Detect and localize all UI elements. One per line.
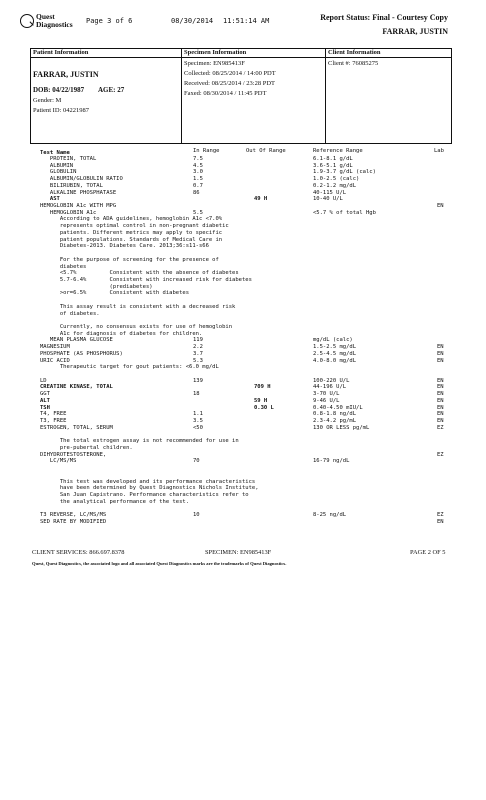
specimen-id: Specimen: EN985413F: [184, 60, 245, 67]
patient-name: FARRAR, JUSTIN: [33, 70, 99, 79]
result-reference-range: 44-196 U/L: [313, 384, 347, 391]
result-in-range: 10: [193, 512, 200, 519]
result-reference-range: 1.5-2.5 mg/dL: [313, 344, 357, 351]
result-lab: EN: [437, 350, 444, 357]
client-info-heading: Client Information: [328, 49, 381, 56]
result-reference-range: 40-115 U/L: [313, 189, 347, 196]
specimen-collected: Collected: 08/25/2014 / 14:00 PDT: [184, 70, 276, 77]
result-test-name: For the purpose of screening for the presence of: [40, 256, 219, 263]
col-in-range: In Range: [193, 148, 220, 154]
result-reference-range: 4.0-8.0 mg/dL: [313, 357, 357, 364]
result-test-name: TSH: [40, 404, 50, 411]
result-test-name: PROTEIN, TOTAL: [40, 156, 97, 162]
result-out-of-range: 709 H: [254, 384, 271, 391]
result-lab: EN: [437, 518, 444, 525]
result-test-name: According to ADA guidelines, hemoglobin A1c <7.0%: [40, 216, 223, 223]
result-reference-range: 130 OR LESS pg/mL: [313, 424, 370, 431]
client-number: Client #: 76085275: [328, 60, 379, 67]
trademark-notice: Quest, Quest Diagnostics, the associated logo and all associated Quest Diagnostics marks are the trademarks of Quest Diagnostics.: [32, 561, 287, 566]
col-test-name: Test Name: [40, 150, 70, 156]
result-out-of-range: 59 H: [254, 397, 268, 404]
specimen-info-heading: Specimen Information: [184, 49, 247, 56]
result-lab: EZ: [437, 512, 444, 519]
page-number: Page 3 of 6: [86, 17, 133, 25]
result-test-name: SED RATE BY MODIFIED: [40, 518, 107, 525]
result-reference-range: 1.0-2.5 (calc): [313, 176, 360, 183]
result-lab: EN: [437, 384, 444, 391]
result-in-range: 70: [193, 458, 200, 465]
result-reference-range: 9-46 U/L: [313, 397, 340, 404]
result-test-name: <5.7% Consistent with the absence of diabetes: [40, 270, 239, 277]
result-test-name: pre-pubertal children.: [40, 444, 133, 451]
result-in-range: 5.5: [193, 209, 203, 216]
result-lab: EZ: [437, 451, 444, 458]
result-reference-range: 1.9-3.7 g/dL (calc): [313, 169, 376, 176]
patient-age: AGE: 27: [98, 86, 125, 94]
result-test-name: ALBUMIN/GLOBULIN RATIO: [40, 176, 123, 183]
col-reference-range: Reference Range: [313, 148, 363, 154]
result-test-name: patient populations. Standards of Medical Care in: [40, 236, 223, 243]
result-reference-range: 3.6-5.1 g/dL: [313, 162, 353, 169]
header-patient-name: FARRAR, JUSTIN: [382, 27, 448, 36]
print-date: 08/30/2014: [171, 17, 214, 25]
result-in-range: 0.7: [193, 182, 203, 189]
result-in-range: 2.2: [193, 344, 203, 351]
info-col-divider-2: [325, 48, 326, 143]
result-test-name: The total estrogen assay is not recommended for use in: [40, 438, 239, 445]
logo-line2: Diagnostics: [36, 20, 73, 29]
result-test-name: MAGNESIUM: [40, 344, 70, 351]
patient-info-heading: Patient Information: [33, 49, 89, 56]
result-out-of-range: 0.30 L: [254, 404, 274, 411]
result-test-name: ALKALINE PHOSPHATASE: [40, 189, 117, 196]
result-test-name: CREATINE KINASE, TOTAL: [40, 384, 113, 391]
result-reference-range: <5.7 % of total Hgb: [313, 209, 376, 216]
footer-specimen: SPECIMEN: EN985413F: [205, 549, 272, 556]
col-out-of-range: Out Of Range: [246, 148, 286, 154]
result-test-name: DIHYDROTESTOSTERONE,: [40, 451, 107, 458]
result-reference-range: 0.2-1.2 mg/dL: [313, 182, 357, 189]
result-test-name: MEAN PLASMA GLUCOSE: [40, 337, 113, 344]
result-lab: EN: [437, 418, 444, 425]
result-in-range: 18: [193, 391, 200, 398]
result-test-name: >or=6.5% Consistent with diabetes: [40, 290, 190, 297]
result-test-name: HEMOGLOBIN A1c: [40, 209, 97, 216]
result-test-name: HEMOGLOBIN A1c WITH MPG: [40, 203, 117, 210]
print-time: 11:51:14 AM: [223, 17, 270, 25]
result-test-name: LD: [40, 377, 47, 384]
result-reference-range: mg/dL (calc): [313, 337, 353, 344]
result-in-range: 1.1: [193, 411, 203, 418]
result-reference-range: 8-25 ng/dL: [313, 512, 347, 519]
result-in-range: 3.5: [193, 418, 203, 425]
result-test-name: T4, FREE: [40, 411, 67, 418]
result-in-range: 3.7: [193, 350, 203, 357]
result-test-name: BILIRUBIN, TOTAL: [40, 182, 103, 189]
result-test-name: This assay result is consistent with a decreased risk: [40, 303, 236, 310]
result-test-name: Currently, no consensus exists for use of hemoglobin: [40, 324, 233, 330]
result-test-name: GGT: [40, 391, 50, 398]
result-in-range: <50: [193, 424, 203, 431]
logo-line1: Quest: [36, 12, 55, 21]
col-lab: Lab: [434, 148, 444, 154]
result-test-name: San Juan Capistrano. Performance characteristics refer to: [40, 492, 249, 498]
result-reference-range: 0.40-4.50 mIU/L: [313, 404, 363, 411]
result-in-range: 5.3: [193, 357, 203, 364]
result-reference-range: 100-220 U/L: [313, 377, 350, 384]
result-test-name: Diabetes-2013. Diabetes Care. 2013;36:s11-s66: [40, 243, 209, 250]
result-test-name: patients. Different metrics may apply to specific: [40, 229, 223, 236]
report-status: Report Status: Final - Courtesy Copy: [320, 13, 448, 22]
result-lab: EN: [437, 397, 444, 404]
result-reference-range: 2.3-4.2 pg/mL: [313, 418, 357, 425]
result-lab: EN: [437, 377, 444, 384]
result-test-name: URIC ACID: [40, 357, 70, 364]
result-test-name: ESTROGEN, TOTAL, SERUM: [40, 424, 113, 431]
result-reference-range: 0.8-1.8 ng/dL: [313, 411, 357, 418]
result-test-name: This test was developed and its performance characteristics: [40, 478, 256, 485]
result-reference-range: 10-40 U/L: [313, 196, 343, 203]
result-test-name: AST: [40, 196, 60, 203]
client-services: CLIENT SERVICES: 866.697.8378: [32, 549, 125, 556]
specimen-received: Received: 08/25/2014 / 23:28 PDT: [184, 80, 275, 87]
result-test-name: A1c for diagnosis of diabetes for children.: [40, 330, 203, 337]
result-out-of-range: 49 H: [254, 196, 268, 203]
result-lab: EN: [437, 357, 444, 364]
specimen-faxed: Faxed: 08/30/2014 / 11:45 PDT: [184, 90, 267, 97]
result-reference-range: 6.1-8.1 g/dL: [313, 156, 353, 162]
result-lab: EN: [437, 411, 444, 418]
result-lab: EN: [437, 203, 444, 210]
result-lab: EN: [437, 344, 444, 351]
result-test-name: PHOSPHATE (AS PHOSPHORUS): [40, 350, 123, 357]
patient-dob: DOB: 04/22/1987: [33, 86, 85, 94]
result-reference-range: 16-79 ng/dL: [313, 458, 350, 465]
result-reference-range: 2.5-4.5 mg/dL: [313, 350, 357, 357]
result-in-range: 1.5: [193, 176, 203, 183]
result-lab: EZ: [437, 424, 444, 431]
quest-logo: [20, 12, 80, 36]
result-test-name: T3, FREE: [40, 418, 67, 425]
info-divider: [30, 57, 452, 58]
result-test-name: ALBUMIN: [40, 162, 74, 169]
info-col-divider-1: [181, 48, 182, 143]
result-in-range: 4.5: [193, 162, 203, 169]
result-test-name: the analytical performance of the test.: [40, 498, 190, 505]
result-in-range: 7.5: [193, 156, 203, 162]
result-test-name: LC/MS/MS: [40, 458, 77, 465]
result-test-name: Therapeutic target for gout patients: <6.0 mg/dL: [40, 364, 219, 371]
result-test-name: of diabetes.: [40, 310, 100, 317]
result-test-name: have been determined by Quest Diagnostics Nichols Institute,: [40, 485, 259, 492]
result-test-name: (prediabetes): [40, 283, 153, 290]
quest-logo-icon: [20, 14, 34, 28]
result-test-name: GLOBULIN: [40, 169, 77, 176]
result-reference-range: 3-70 U/L: [313, 391, 340, 398]
result-test-name: diabetes: [40, 263, 87, 270]
footer-page: PAGE 2 OF 5: [410, 549, 446, 556]
result-in-range: 3.0: [193, 169, 203, 176]
result-test-name: T3 REVERSE, LC/MS/MS: [40, 512, 107, 519]
result-test-name: represents optimal control in non-pregnant diabetic: [40, 223, 229, 230]
patient-gender: Gender: M: [33, 97, 62, 104]
result-test-name: ALT: [40, 397, 50, 404]
result-in-range: 86: [193, 189, 200, 196]
patient-id: Patient ID: 04221987: [33, 107, 89, 114]
result-test-name: 5.7-6.4% Consistent with increased risk for diabetes: [40, 276, 252, 283]
result-in-range: 139: [193, 377, 203, 384]
result-lab: EN: [437, 391, 444, 398]
result-lab: EN: [437, 404, 444, 411]
result-in-range: 119: [193, 337, 203, 344]
